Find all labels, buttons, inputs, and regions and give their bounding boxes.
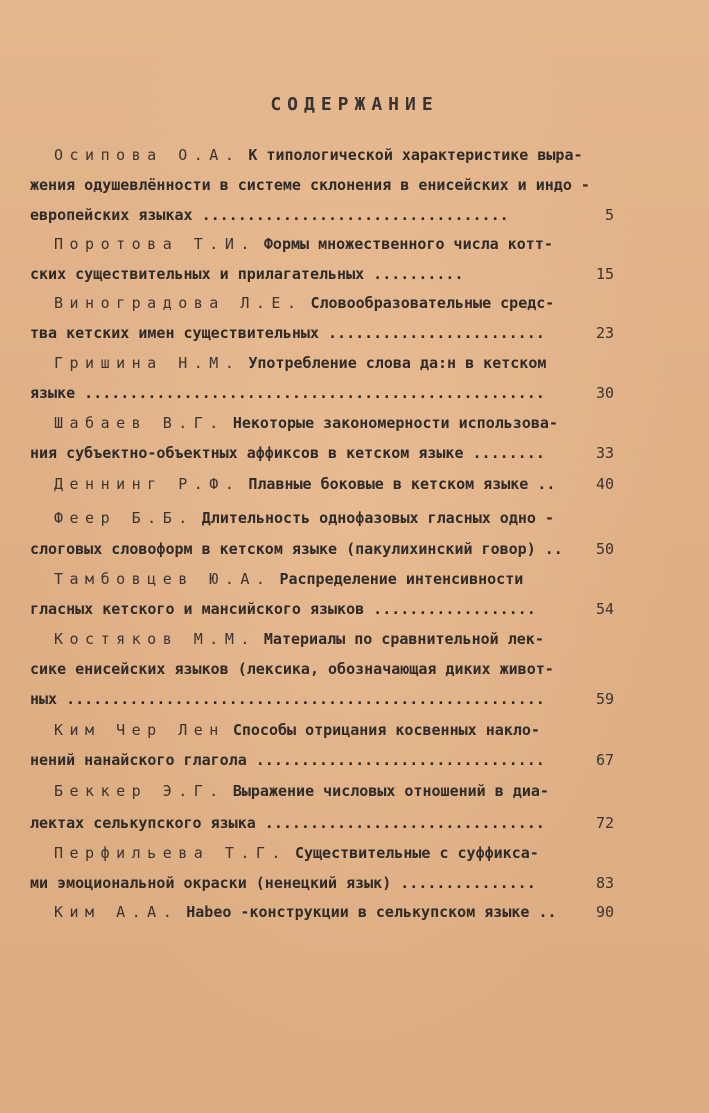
toc-line [0, 566, 709, 592]
toc-line [0, 202, 709, 228]
entry-title-line: Некоторые закономерности использова- [232, 414, 558, 432]
entry-author: Деннинг Р.Ф. [54, 475, 241, 493]
entry-title-line: ных ..................................................... [30, 690, 545, 708]
entry-author: Беккер Э.Г. [54, 782, 225, 800]
toc-entry-heading [54, 231, 553, 257]
entry-title-line: Материалы по сравнительной лек- [263, 630, 544, 648]
entry-title-line: Формы множественного числа котт- [263, 235, 553, 253]
entry-title-line: Выражение числовых отношений в диа- [232, 782, 549, 800]
entry-page-number: 40 [595, 475, 614, 493]
entry-author: Тамбовцев Ю.А. [54, 570, 272, 588]
toc-line [0, 656, 709, 682]
entry-author: Поротова Т.И. [54, 235, 256, 253]
toc-entry-heading [54, 717, 540, 743]
entry-title-line: Длительность однофазовых гласных одно - [201, 509, 554, 527]
toc-entry-heading [54, 566, 523, 592]
toc-entry-heading [54, 290, 554, 316]
toc-line [0, 686, 709, 712]
entry-title-line: нений нанайского глагола ................................ [30, 751, 545, 769]
toc-line [0, 380, 709, 406]
entry-title-line: Распределение интенсивности [279, 570, 524, 588]
toc-line [0, 350, 709, 376]
entry-title-line: сике енисейских языков (лексика, обозначающая диких живот- [30, 660, 554, 678]
entry-author: Костяков М.М. [54, 630, 256, 648]
entry-title-line: Способы отрицания косвенных накло- [232, 721, 540, 739]
toc-entry-heading [54, 840, 539, 866]
toc-entry-heading [54, 778, 549, 804]
toc-entry-heading [54, 350, 546, 376]
toc-line [0, 142, 709, 168]
toc-line [0, 778, 709, 804]
toc-line [0, 899, 709, 925]
entry-page-number: 59 [595, 690, 614, 708]
entry-title-line: Habeo -конструкции в селькупском языке .. [186, 903, 557, 921]
toc-line [0, 320, 709, 346]
entry-page-number: 83 [595, 874, 614, 892]
toc-entry-heading [54, 471, 555, 497]
entry-title-line: жения одушевлённости в системе склонения в енисейских и индо - [30, 176, 590, 194]
toc-line [0, 626, 709, 652]
entry-author: Феер Б.Б. [54, 509, 194, 527]
entry-author: Ким Чер Лен [54, 721, 225, 739]
entry-page-number: 30 [595, 384, 614, 402]
toc-entry-heading [54, 899, 557, 925]
entry-author: Перфильева Т.Г. [54, 844, 287, 862]
entry-page-number: 90 [595, 903, 614, 921]
entry-title-line: Словообразовательные средс- [310, 294, 555, 312]
entry-title-line: языке ................................................... [30, 384, 545, 402]
toc-line [0, 290, 709, 316]
toc-entry-heading [54, 626, 544, 652]
toc-entry-heading [54, 410, 558, 436]
toc-line [0, 596, 709, 622]
entry-page-number: 23 [595, 324, 614, 342]
entry-page-number: 33 [595, 444, 614, 462]
entry-page-number: 54 [595, 600, 614, 618]
entry-title-line: Плавные боковые в кетском языке .. [248, 475, 556, 493]
contents-title: СОДЕРЖАНИЕ [270, 94, 439, 115]
entry-author: Шабаев В.Г. [54, 414, 225, 432]
entry-title-line: лектах селькупского языка ............................... [30, 814, 545, 832]
toc-line [0, 261, 709, 287]
entry-title-line: К типологической характеристике выра- [248, 146, 583, 164]
entry-title-line: ских существительных и прилагательных .......... [30, 265, 464, 283]
toc-line [0, 410, 709, 436]
entry-title-line: Употребление слова да:н в кетском [248, 354, 547, 372]
toc-line [0, 747, 709, 773]
toc-line [0, 440, 709, 466]
toc-line [0, 810, 709, 836]
entry-author: Осипова О.А. [54, 146, 241, 164]
entry-page-number: 5 [604, 206, 614, 224]
entry-title-line: Существительные с суффикса- [294, 844, 539, 862]
entry-title-line: гласных кетского и мансийского языков .................. [30, 600, 536, 618]
toc-entry-heading [54, 142, 583, 168]
toc-line [0, 172, 709, 198]
toc-line [0, 870, 709, 896]
entry-page-number: 15 [595, 265, 614, 283]
toc-line [0, 231, 709, 257]
entry-page-number: 50 [595, 540, 614, 558]
entry-title-line: европейских языках .................................. [30, 206, 509, 224]
entry-page-number: 67 [595, 751, 614, 769]
entry-title-line: слоговых словоформ в кетском языке (пакулихинский говор) .. [30, 540, 563, 558]
toc-line [0, 505, 709, 531]
toc-line [0, 840, 709, 866]
entry-author: Ким А.А. [54, 903, 179, 921]
toc-entry-heading [54, 505, 554, 531]
toc-line [0, 717, 709, 743]
entry-title-line: ми эмоциональной окраски (ненецкий язык) ............... [30, 874, 536, 892]
entry-page-number: 72 [595, 814, 614, 832]
toc-line [0, 536, 709, 562]
entry-title-line: ния субъектно-объектных аффиксов в кетском языке ........ [30, 444, 545, 462]
entry-title-line: тва кетских имен существительных ........................ [30, 324, 545, 342]
entry-author: Виноградова Л.Е. [54, 294, 303, 312]
toc-line [0, 471, 709, 497]
entry-author: Гришина Н.М. [54, 354, 241, 372]
